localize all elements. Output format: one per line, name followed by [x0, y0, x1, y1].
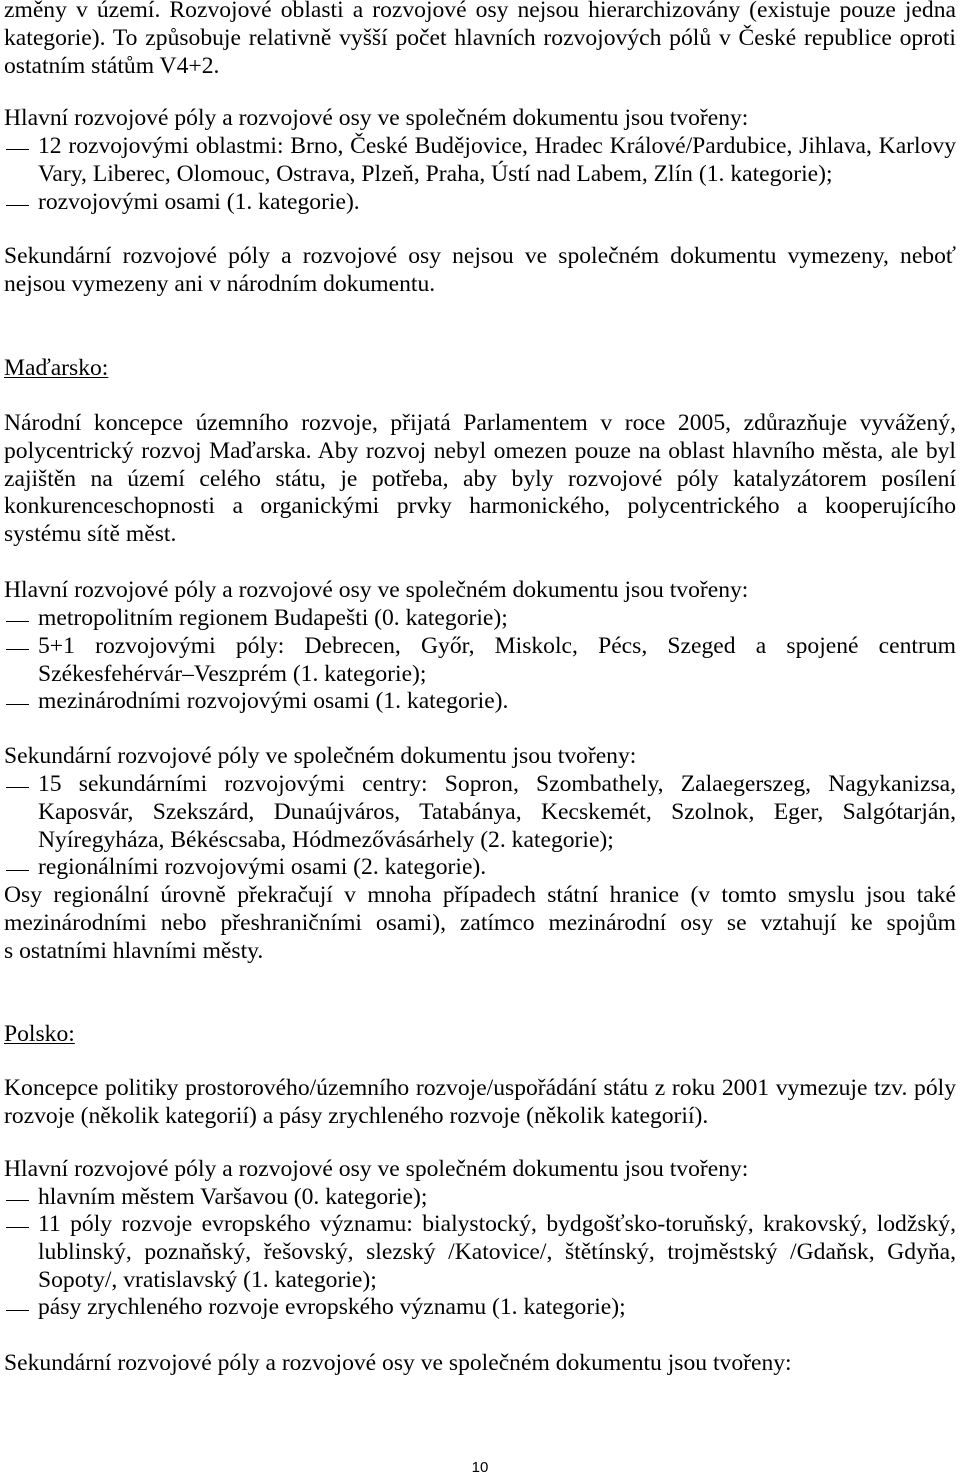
text-line: Kaposvár, Szekszárd, Dunaújváros, Tatabánya, Kecskemét, Szolnok, Eger, Salgótarján,	[38, 798, 956, 825]
text-line: nejsou vymezeny ani v národním dokumentu.	[4, 270, 436, 297]
hu-secondary-poles-intro: Sekundární rozvojové póly ve společném dokumentu jsou tvořeny:	[4, 743, 637, 769]
text-line: 11 póly rozvoje evropského významu: bialystocký, bydgošťsko-toruňský, krakovský, lodžský,	[38, 1211, 956, 1237]
list-dash-icon	[6, 1227, 29, 1228]
text-line: zajištěn na území celého státu, je potřeba, aby byly rozvojové póly katalyzátorem posílení	[4, 465, 956, 492]
text-line: Vary, Liberec, Olomouc, Ostrava, Plzeň, Praha, Ústí nad Labem, Zlín (1. kategorie);	[38, 160, 833, 187]
text-line: metropolitním regionem Budapešti (0. kategorie);	[38, 605, 508, 631]
list-dash-icon	[6, 787, 29, 788]
hu-main-list-item	[4, 633, 956, 689]
hu-main-list-item	[4, 605, 956, 633]
text-line: 5+1 rozvojovými póly: Debrecen, Győr, Miskolc, Pécs, Szeged a spojené centrum	[38, 633, 956, 659]
text-line: změny v území. Rozvojové oblasti a rozvojové osy nejsou hierarchizovány (existuje pouze jedna	[4, 0, 956, 23]
list-dash-icon	[6, 1310, 29, 1311]
text-line: mezinárodními rozvojovými osami (1. kategorie).	[38, 688, 509, 714]
text-line: Sekundární rozvojové póly a rozvojové osy nejsou ve společném dokumentu vymezeny, neboť	[4, 243, 956, 269]
poland-concept-paragraph	[4, 1075, 956, 1131]
pl-main-list-item	[4, 1184, 956, 1212]
text-line: Národní koncepce územního rozvoje, přijatá Parlamentem v roce 2005, zdůrazňuje vyvážený,	[4, 410, 956, 436]
text-line: 15 sekundárními rozvojovými centry: Sopron, Szombathely, Zalaegerszeg, Nagykanizsa,	[38, 771, 956, 797]
poland-heading: Polsko:	[4, 1021, 75, 1047]
pl-main-list-item	[4, 1211, 956, 1294]
hu-secondary-list-item	[4, 854, 956, 882]
text-line: rozvojovými osami (1. kategorie).	[38, 189, 360, 215]
text-line: 12 rozvojovými oblastmi: Brno, České Budějovice, Hradec Králové/Pardubice, Jihlava, Karlovy	[38, 133, 956, 159]
text-line: kategorie). To způsobuje relativně vyšší počet hlavních rozvojových pólů v České republice oproti	[4, 24, 956, 51]
text-line: hlavním městem Varšavou (0. kategorie);	[38, 1184, 428, 1210]
text-line: Nyíregyháza, Békéscsaba, Hódmezővásárhely (2. kategorie);	[38, 826, 614, 853]
cz-secondary-paragraph	[4, 243, 956, 299]
text-line: systému sítě měst.	[4, 521, 177, 547]
hu-axes-note-paragraph	[4, 882, 956, 965]
hu-main-poles-intro: Hlavní rozvojové póly a rozvojové osy ve společném dokumentu jsou tvořeny:	[4, 577, 749, 603]
text-line: konkurenceschopnosti a organickými prvky harmonického, polycentrického a kooperujícího	[4, 493, 956, 520]
list-dash-icon	[6, 205, 29, 206]
pl-secondary-poles-intro: Sekundární rozvojové póly a rozvojové osy ve společném dokumentu jsou tvořeny:	[4, 1350, 792, 1376]
text-line: polycentrický rozvoj Maďarska. Aby rozvoj nebyl omezen pouze na oblast hlavního města, ale byl	[4, 437, 956, 464]
list-dash-icon	[6, 621, 29, 622]
list-dash-icon	[6, 1200, 29, 1201]
text-line: Sopoty/, vratislavský (1. kategorie);	[38, 1266, 377, 1293]
text-line: mezinárodními nebo přeshraničními osami), zatímco mezinárodní osy se vztahují ke spojům	[4, 909, 956, 936]
text-line: pásy zrychleného rozvoje evropského významu (1. kategorie);	[38, 1294, 626, 1320]
cz-main-list-item	[4, 133, 956, 189]
text-line: ostatním státům V4+2.	[4, 52, 220, 79]
text-line: Osy regionální úrovně překračují v mnoha případech státní hranice (v tomto smyslu jsou také	[4, 882, 956, 908]
page-number: 10	[471, 1459, 489, 1476]
hungary-concept-paragraph	[4, 410, 956, 549]
list-dash-icon	[6, 704, 29, 705]
text-line: Koncepce politiky prostorového/územního rozvoje/uspořádání státu z roku 2001 vymezuje tzv. póly	[4, 1075, 956, 1101]
text-line: lublinský, poznaňský, řešovský, slezský /Katovice/, štětínský, trojměstský /Gdaňsk, Gdyňa,	[38, 1238, 956, 1265]
list-dash-icon	[6, 149, 29, 150]
text-line: regionálními rozvojovými osami (2. kategorie).	[38, 854, 487, 880]
text-line: s ostatními hlavními městy.	[4, 937, 264, 964]
list-dash-icon	[6, 870, 29, 871]
pl-main-poles-intro: Hlavní rozvojové póly a rozvojové osy ve společném dokumentu jsou tvořeny:	[4, 1156, 749, 1182]
cz-main-poles-intro: Hlavní rozvojové póly a rozvojové osy ve společném dokumentu jsou tvořeny:	[4, 105, 749, 131]
text-line: rozvoje (několik kategorií) a pásy zrychleného rozvoje (několik kategorií).	[4, 1102, 709, 1129]
cz-main-list-item	[4, 189, 956, 217]
hu-secondary-list-item	[4, 771, 956, 854]
pl-main-list-item	[4, 1294, 956, 1322]
list-dash-icon	[6, 649, 29, 650]
text-line: Székesfehérvár–Veszprém (1. kategorie);	[38, 660, 427, 687]
intro-paragraph	[4, 0, 956, 80]
hu-main-list-item	[4, 688, 956, 716]
hungary-heading: Maďarsko:	[4, 355, 109, 381]
